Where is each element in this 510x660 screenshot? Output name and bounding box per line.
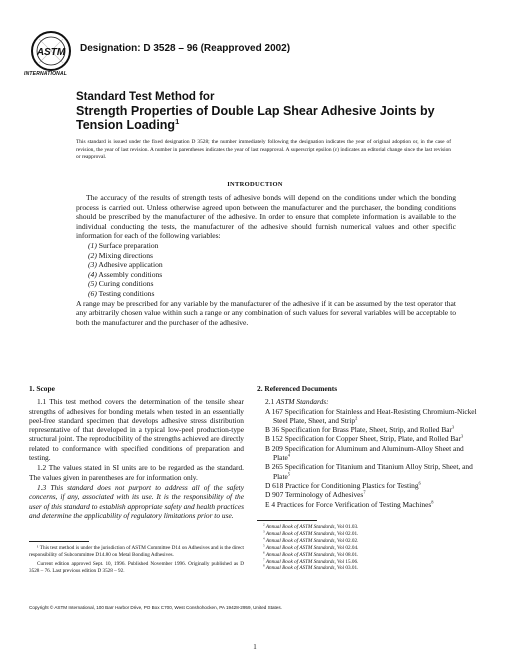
reference-code: D 907 — [265, 490, 284, 500]
reference-footnote-mark: 6 — [418, 480, 421, 486]
footnote-mark: 5 — [263, 542, 265, 547]
title-footnote-mark: 1 — [175, 116, 180, 126]
reference-code: B 152 — [265, 434, 283, 444]
variable-number: (2) — [88, 250, 97, 260]
reference-title: Terminology of Adhesives — [285, 490, 364, 500]
introduction-paragraph-2: A range may be prescribed for any variable by the manufacturer of the adhesive if it can be assumed by the test operator that any arbitrarily chosen value within such a range or any combination of such values for several variables will be acceptable to both the manufacturer and the purchaser of the adhesive. — [76, 298, 456, 327]
reference-code: B 265 — [265, 462, 283, 472]
reference-footnote-mark: 5 — [287, 471, 290, 477]
scope-heading: 1. Scope — [29, 384, 55, 393]
footnotes-left — [29, 545, 244, 577]
variable-number: (6) — [88, 288, 97, 298]
reference-entry — [265, 434, 482, 443]
footnote-volume: , Vol 02.04. — [334, 544, 359, 551]
footnote-item — [257, 542, 482, 552]
variable-text: Adhesive application — [98, 260, 163, 270]
reference-list — [257, 407, 482, 509]
standard-note: This standard is issued under the fixed designation D 3528; the number immediately following the designation indicates the year of original adoption or, in the case of revision, the year of last revision. A number in parentheses indicates the year of last reapproval. A superscript epsilon (ε) indicates an editorial change since the last revision or reapproval. — [76, 139, 451, 160]
footnote-volume: , Vol 02.01. — [334, 530, 359, 537]
astm-standards-intro — [257, 397, 482, 406]
footnote-mark: 7 — [263, 556, 265, 561]
reference-entry — [265, 462, 482, 481]
title-block — [76, 90, 476, 132]
footnote-book: Annual Book of ASTM Standards — [265, 544, 335, 551]
reference-title: Specification for Titanium and Titanium Alloy Strip, Sheet, and Plate — [273, 462, 473, 481]
scope-1-2: 1.2 The values stated in SI units are to be regarded as the standard. The values given in parentheses are for information only. — [29, 463, 244, 482]
scope-1-1: 1.1 This test method covers the determination of the tensile shear strengths of adhesives for bonding metals when tested in an essentially peel-free standard specimen that develops adhesive stress distribution representative of that developed in a typical low-peel production-type structural joint. The reproducibility of the strengths achieved are directly related to conformance with specified conditions of preparation and testing. — [29, 397, 244, 463]
footnote-1: ¹ This test method is under the jurisdiction of ASTM Committee D14 on Adhesives and is the direct responsibility of Subcommittee D14.80 on Metal Bonding Adhesives. — [29, 545, 244, 558]
variable-text: Testing conditions — [98, 288, 155, 298]
variable-number: (3) — [88, 260, 97, 270]
footnote-mark: 6 — [263, 549, 265, 554]
astm-standards-num: 2.1 — [265, 397, 275, 407]
footnote-rule-right — [257, 520, 317, 521]
reference-item — [257, 434, 482, 443]
variable-number: (5) — [88, 279, 97, 289]
title-line-3-text: Tension Loading — [76, 118, 176, 132]
reference-item — [257, 490, 482, 499]
reference-footnote-mark: 3 — [461, 434, 464, 440]
reference-code: D 618 — [265, 480, 284, 490]
footnote-book: Annual Book of ASTM Standards — [265, 537, 335, 544]
reference-item — [257, 444, 482, 463]
footnote-item — [257, 549, 482, 559]
reference-item — [257, 407, 482, 426]
reference-entry — [265, 500, 482, 509]
footnote-mark: 4 — [263, 536, 265, 541]
footnote-volume: , Vol 03.01. — [334, 565, 359, 572]
page-number: 1 — [253, 643, 257, 651]
footnote-volume: , Vol 15.06. — [334, 558, 359, 565]
footnote-book: Annual Book of ASTM Standards — [265, 530, 335, 537]
svg-text:ASTM: ASTM — [36, 47, 66, 58]
reference-code: B 209 — [265, 443, 283, 453]
reference-title: Specification for Brass Plate, Sheet, Strip, and Rolled Bar — [281, 425, 453, 435]
footnote-mark: 2 — [263, 522, 265, 527]
reference-code: B 36 — [265, 425, 280, 435]
reference-title: Specification for Stainless and Heat-Resisting Chromium-Nickel Steel Plate, Sheet, and Strip — [273, 406, 477, 425]
footnote-1-edition: Current edition approved Sept. 10, 1996. Published November 1996. Originally published as D 3528 – 76. Last previous edition D 3528 – 92. — [29, 560, 244, 574]
footnote-volume: , Vol 01.03. — [334, 524, 359, 530]
footnote-item — [257, 565, 482, 572]
reference-title: Specification for Copper Sheet, Strip, Plate, and Rolled Bar — [284, 434, 462, 444]
scope-1-3: 1.3 This standard does not purport to address all of the safety concerns, if any, associated with its use. It is the responsibility of the user of this standard to establish appropriate safety and health practices and determine the applicability of regulatory limitations prior to use. — [29, 482, 244, 520]
reference-footnote-mark: 2 — [355, 415, 358, 421]
referenced-documents-heading: 2. Referenced Documents — [257, 384, 338, 393]
introduction-body — [76, 193, 456, 327]
variable-number: (1) — [88, 240, 97, 250]
logo-text: INTERNATIONAL — [24, 71, 68, 77]
footnote-book: Annual Book of ASTM Standards — [265, 565, 335, 572]
referenced-documents-section — [257, 384, 482, 509]
reference-entry — [265, 481, 482, 490]
reference-footnote-mark: 8 — [431, 499, 434, 505]
designation: Designation: D 3528 – 96 (Reapproved 2002) — [80, 43, 291, 54]
variable-text: Curing conditions — [98, 279, 154, 289]
astm-logo — [30, 30, 72, 76]
footnote-rule-left — [29, 541, 89, 542]
variable-item — [88, 289, 456, 299]
reference-entry — [265, 407, 482, 426]
footnote-item — [257, 538, 482, 545]
variable-text: Surface preparation — [98, 240, 159, 250]
variable-item — [88, 279, 456, 289]
reference-code: A 167 — [265, 406, 283, 416]
reference-code: E 4 — [265, 499, 276, 509]
variable-text: Mixing directions — [98, 250, 153, 260]
title-line-3 — [76, 118, 476, 132]
reference-title: Practice for Conditioning Plastics for Testing — [285, 480, 419, 490]
variable-text: Assembly conditions — [98, 269, 163, 279]
reference-entry — [265, 490, 482, 499]
variable-item — [88, 251, 456, 261]
footnote-mark: 8 — [263, 563, 265, 568]
astm-standards-label: ASTM Standards: — [276, 397, 329, 407]
footnote-mark: 3 — [263, 529, 265, 534]
introduction-paragraph-1: The accuracy of the results of strength tests of adhesive bonds will depend on the conditions under which the bonding process is carried out. Unless otherwise agreed upon between the manufacturer and the purchaser, the bonding conditions should be prescribed by the manufacturer of the adhesive. In order to ensure that complete information is available to the individual conducting the tests, the manufacturer of the adhesive should furnish numerical values and other specific information for each of the following variables: — [76, 193, 456, 241]
copyright: Copyright © ASTM International, 100 Barr Harbor Drive, PO Box C700, West Conshohocken, PA 19428-2959, United States. — [29, 605, 282, 610]
reference-footnote-mark: 7 — [363, 489, 366, 495]
reference-footnote-mark: 3 — [452, 424, 455, 430]
footnote-volume: , Vol 02.02. — [334, 537, 359, 544]
reference-entry — [265, 444, 482, 463]
variable-item — [88, 241, 456, 251]
footnote-volume: , Vol 08.01. — [334, 551, 359, 558]
variable-number: (4) — [88, 269, 97, 279]
footnote-book: Annual Book of ASTM Standards — [265, 551, 335, 558]
reference-title: Specification for Aluminum and Aluminum-Alloy Sheet and Plate — [273, 443, 464, 463]
reference-title: Practices for Force Verification of Testing Machines — [276, 499, 432, 509]
variables-list — [76, 241, 456, 299]
footnote-book: Annual Book of ASTM Standards — [265, 558, 335, 565]
variable-item — [88, 260, 456, 270]
reference-footnote-mark: 4 — [287, 452, 290, 458]
reference-item — [257, 462, 482, 481]
reference-item — [257, 500, 482, 509]
introduction-heading: INTRODUCTION — [227, 181, 283, 188]
title-line-1: Standard Test Method for — [76, 91, 215, 103]
title-line-2: Strength Properties of Double Lap Shear Adhesive Joints by — [76, 104, 435, 118]
scope-section — [29, 384, 244, 521]
footnotes-right — [257, 524, 482, 572]
footnote-book: Annual Book of ASTM Standards — [265, 524, 335, 530]
reference-item — [257, 481, 482, 490]
variable-item — [88, 270, 456, 280]
